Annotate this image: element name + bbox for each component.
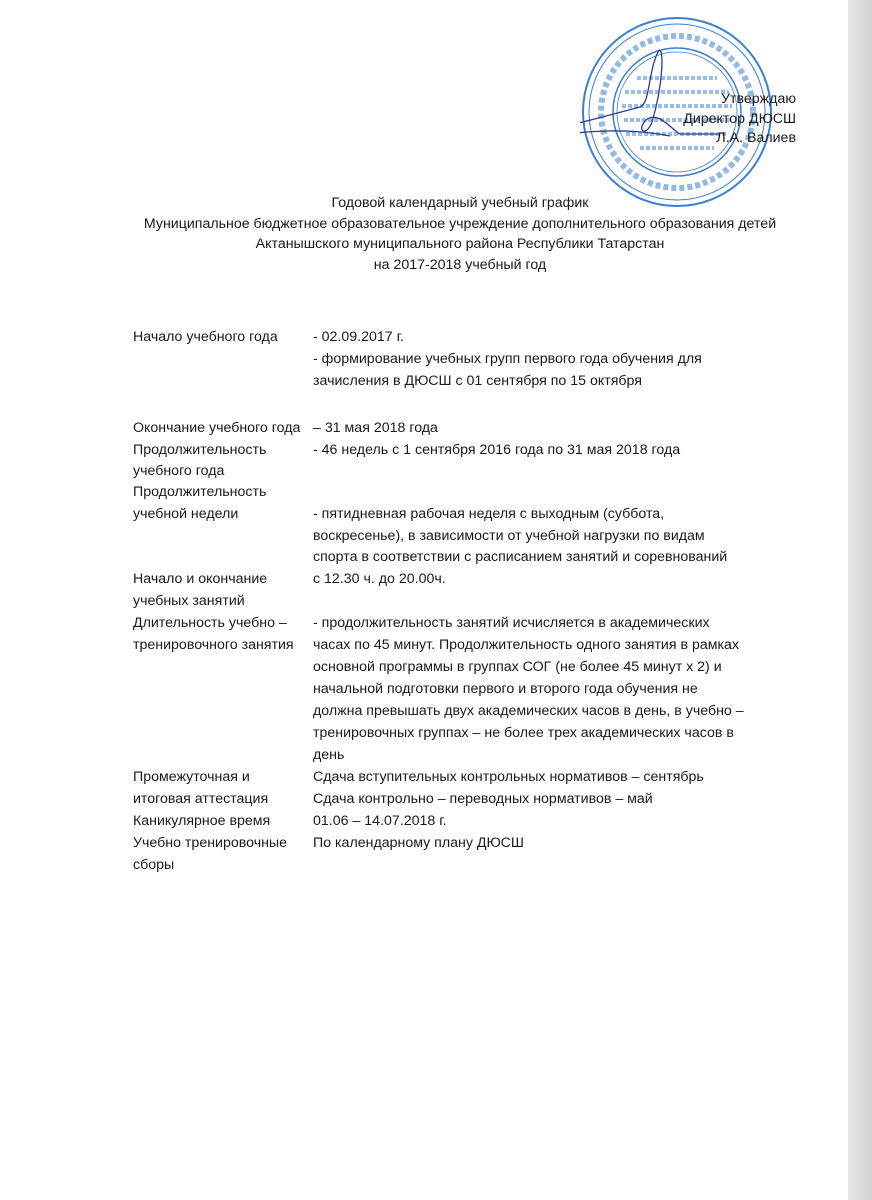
row-label: Каникулярное время: [133, 813, 271, 829]
row-value: воскресенье), в зависимости от учебной нагрузки по видам: [313, 528, 705, 544]
row-label: Начало и окончание: [133, 571, 268, 587]
row-value: - формирование учебных групп первого года обучения для: [313, 351, 702, 367]
row-value: часах по 45 минут. Продолжительность одного занятия в рамках: [313, 637, 740, 653]
row-label: учебных занятий: [133, 593, 245, 609]
row-value: основной программы в группах СОГ (не более 45 минут х 2) и: [313, 659, 722, 675]
row-label: Продолжительность: [133, 484, 267, 500]
row-value: - 46 недель с 1 сентября 2016 года по 31 мая 2018 года: [313, 442, 681, 458]
row-label: Промежуточная и: [133, 769, 250, 785]
row-label: Учебно тренировочные: [133, 835, 288, 851]
row-label: Длительность учебно –: [133, 615, 287, 631]
row-label: итоговая аттестация: [133, 791, 269, 807]
row-label: Окончание учебного года: [133, 420, 301, 436]
row-value: зачисления в ДЮСШ с 01 сентября по 15 октября: [313, 373, 642, 389]
document-title: Годовой календарный учебный график: [331, 195, 589, 211]
row-value: 01.06 – 14.07.2018 г.: [313, 813, 447, 829]
row-value: день: [313, 747, 345, 763]
row-label: учебного года: [133, 463, 225, 479]
row-value: должна превышать двух академических часов в день, в учебно –: [313, 703, 744, 719]
row-label: Начало учебного года: [133, 329, 278, 345]
row-value: Сдача контрольно – переводных нормативов – май: [313, 791, 653, 807]
row-label: учебной недели: [133, 506, 239, 522]
row-value: Сдача вступительных контрольных нормативов – сентябрь: [313, 769, 704, 785]
row-value: спорта в соответствии с расписанием занятий и соревнований: [313, 549, 728, 565]
organization-name: Муниципальное бюджетное образовательное учреждение дополнительного образования детей: [143, 216, 777, 232]
row-value: По календарному плану ДЮСШ: [313, 835, 524, 851]
approval-position: Директор ДЮСШ: [683, 111, 796, 127]
row-value: – 31 мая 2018 года: [313, 420, 438, 436]
row-value: - продолжительность занятий исчисляется в академических: [313, 615, 710, 631]
row-value: начальной подготовки первого и второго года обучения не: [313, 681, 698, 697]
row-value: тренировочных группах – не более трех академических часов в: [313, 725, 734, 741]
scan-edge: [848, 0, 872, 1200]
approval-signatory: Л.А. Валиев: [716, 130, 796, 146]
row-label: тренировочного занятия: [133, 637, 294, 653]
organization-region: Актанышского муниципального района Республики Татарстан: [255, 236, 665, 252]
row-label: Продолжительность: [133, 442, 267, 458]
academic-year: на 2017-2018 учебный год: [373, 257, 547, 273]
row-value: - 02.09.2017 г.: [313, 329, 404, 345]
row-label: сборы: [133, 857, 175, 873]
approval-line: Утверждаю: [721, 91, 796, 107]
row-value: - пятидневная рабочая неделя с выходным (суббота,: [313, 506, 665, 522]
row-value: с 12.30 ч. до 20.00ч.: [313, 571, 446, 587]
